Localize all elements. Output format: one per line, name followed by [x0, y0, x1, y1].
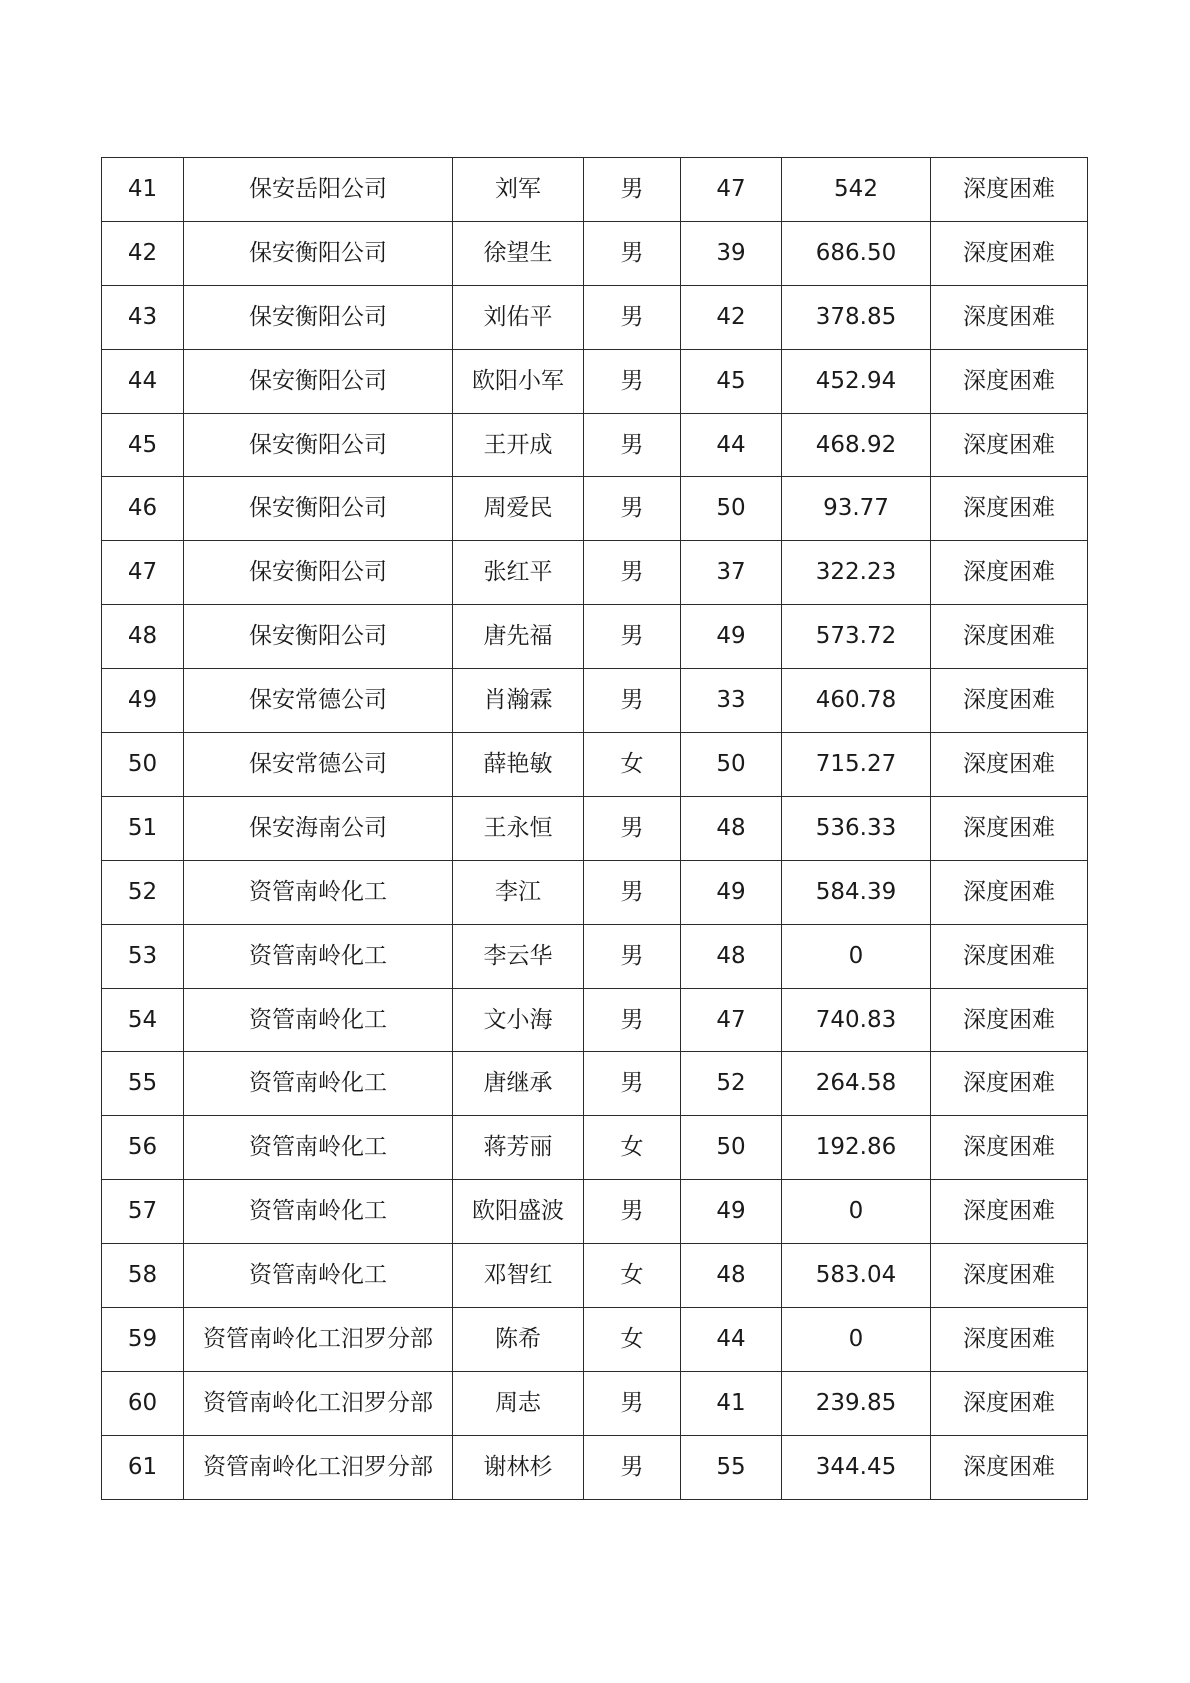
- table-row: [102, 733, 1088, 797]
- unit-cell: 资管南岭化工汨罗分部: [184, 1435, 453, 1499]
- row-number-cell: 47: [102, 541, 184, 605]
- table-row: [102, 541, 1088, 605]
- age-cell: 48: [681, 924, 782, 988]
- table-row: [102, 1180, 1088, 1244]
- gender-cell: 男: [584, 605, 681, 669]
- gender-cell: 女: [584, 1116, 681, 1180]
- gender-cell: 男: [584, 924, 681, 988]
- income-cell: 740.83: [782, 988, 931, 1052]
- age-cell: 45: [681, 349, 782, 413]
- table-row: [102, 285, 1088, 349]
- gender-cell: 男: [584, 1052, 681, 1116]
- income-cell: 460.78: [782, 669, 931, 733]
- age-cell: 50: [681, 733, 782, 797]
- person-name-cell: 唐继承: [453, 1052, 584, 1116]
- row-number-cell: 41: [102, 158, 184, 222]
- gender-cell: 男: [584, 860, 681, 924]
- row-number-cell: 43: [102, 285, 184, 349]
- hardship-level-cell: 深度困难: [931, 988, 1088, 1052]
- table-row: [102, 349, 1088, 413]
- person-name-cell: 徐望生: [453, 221, 584, 285]
- age-cell: 47: [681, 158, 782, 222]
- unit-cell: 资管南岭化工: [184, 1180, 453, 1244]
- person-name-cell: 欧阳盛波: [453, 1180, 584, 1244]
- table-row: [102, 1435, 1088, 1499]
- income-cell: 0: [782, 924, 931, 988]
- income-cell: 378.85: [782, 285, 931, 349]
- row-number-cell: 52: [102, 860, 184, 924]
- gender-cell: 男: [584, 477, 681, 541]
- age-cell: 44: [681, 413, 782, 477]
- person-name-cell: 谢林杉: [453, 1435, 584, 1499]
- income-cell: 686.50: [782, 221, 931, 285]
- unit-cell: 保安常德公司: [184, 669, 453, 733]
- hardship-level-cell: 深度困难: [931, 221, 1088, 285]
- unit-cell: 资管南岭化工: [184, 988, 453, 1052]
- person-name-cell: 周爱民: [453, 477, 584, 541]
- age-cell: 39: [681, 221, 782, 285]
- age-cell: 49: [681, 605, 782, 669]
- age-cell: 37: [681, 541, 782, 605]
- person-name-cell: 王开成: [453, 413, 584, 477]
- row-number-cell: 60: [102, 1371, 184, 1435]
- person-name-cell: 李江: [453, 860, 584, 924]
- gender-cell: 男: [584, 669, 681, 733]
- hardship-level-cell: 深度困难: [931, 1308, 1088, 1372]
- person-name-cell: 薛艳敏: [453, 733, 584, 797]
- income-cell: 452.94: [782, 349, 931, 413]
- person-name-cell: 周志: [453, 1371, 584, 1435]
- age-cell: 50: [681, 477, 782, 541]
- hardship-level-cell: 深度困难: [931, 413, 1088, 477]
- hardship-level-cell: 深度困难: [931, 796, 1088, 860]
- income-cell: 583.04: [782, 1244, 931, 1308]
- table-body: [102, 158, 1088, 1500]
- hardship-level-cell: 深度困难: [931, 158, 1088, 222]
- row-number-cell: 61: [102, 1435, 184, 1499]
- unit-cell: 保安海南公司: [184, 796, 453, 860]
- hardship-level-cell: 深度困难: [931, 1435, 1088, 1499]
- table-row: [102, 988, 1088, 1052]
- hardship-level-cell: 深度困难: [931, 1371, 1088, 1435]
- unit-cell: 资管南岭化工汨罗分部: [184, 1308, 453, 1372]
- unit-cell: 资管南岭化工: [184, 924, 453, 988]
- hardship-roster-table: [101, 157, 1088, 1500]
- income-cell: 542: [782, 158, 931, 222]
- gender-cell: 女: [584, 733, 681, 797]
- row-number-cell: 50: [102, 733, 184, 797]
- age-cell: 41: [681, 1371, 782, 1435]
- table-row: [102, 860, 1088, 924]
- unit-cell: 保安常德公司: [184, 733, 453, 797]
- row-number-cell: 49: [102, 669, 184, 733]
- person-name-cell: 唐先福: [453, 605, 584, 669]
- age-cell: 55: [681, 1435, 782, 1499]
- gender-cell: 男: [584, 349, 681, 413]
- unit-cell: 资管南岭化工: [184, 860, 453, 924]
- income-cell: 468.92: [782, 413, 931, 477]
- age-cell: 47: [681, 988, 782, 1052]
- table-row: [102, 413, 1088, 477]
- unit-cell: 保安衡阳公司: [184, 349, 453, 413]
- income-cell: 536.33: [782, 796, 931, 860]
- gender-cell: 男: [584, 1180, 681, 1244]
- person-name-cell: 文小海: [453, 988, 584, 1052]
- unit-cell: 保安衡阳公司: [184, 413, 453, 477]
- row-number-cell: 46: [102, 477, 184, 541]
- row-number-cell: 59: [102, 1308, 184, 1372]
- income-cell: 93.77: [782, 477, 931, 541]
- gender-cell: 女: [584, 1244, 681, 1308]
- row-number-cell: 48: [102, 605, 184, 669]
- hardship-level-cell: 深度困难: [931, 1180, 1088, 1244]
- age-cell: 33: [681, 669, 782, 733]
- person-name-cell: 李云华: [453, 924, 584, 988]
- unit-cell: 保安岳阳公司: [184, 158, 453, 222]
- unit-cell: 保安衡阳公司: [184, 477, 453, 541]
- table-row: [102, 924, 1088, 988]
- unit-cell: 保安衡阳公司: [184, 541, 453, 605]
- income-cell: 0: [782, 1308, 931, 1372]
- person-name-cell: 欧阳小军: [453, 349, 584, 413]
- unit-cell: 保安衡阳公司: [184, 285, 453, 349]
- hardship-level-cell: 深度困难: [931, 860, 1088, 924]
- hardship-level-cell: 深度困难: [931, 541, 1088, 605]
- gender-cell: 男: [584, 1435, 681, 1499]
- gender-cell: 男: [584, 988, 681, 1052]
- hardship-level-cell: 深度困难: [931, 605, 1088, 669]
- income-cell: 322.23: [782, 541, 931, 605]
- person-name-cell: 刘佑平: [453, 285, 584, 349]
- age-cell: 49: [681, 1180, 782, 1244]
- table-row: [102, 796, 1088, 860]
- table-row: [102, 605, 1088, 669]
- income-cell: 192.86: [782, 1116, 931, 1180]
- hardship-level-cell: 深度困难: [931, 669, 1088, 733]
- income-cell: 344.45: [782, 1435, 931, 1499]
- unit-cell: 资管南岭化工: [184, 1116, 453, 1180]
- income-cell: 264.58: [782, 1052, 931, 1116]
- income-cell: 573.72: [782, 605, 931, 669]
- table-row: [102, 1308, 1088, 1372]
- person-name-cell: 蒋芳丽: [453, 1116, 584, 1180]
- unit-cell: 资管南岭化工: [184, 1244, 453, 1308]
- gender-cell: 男: [584, 285, 681, 349]
- hardship-level-cell: 深度困难: [931, 1052, 1088, 1116]
- person-name-cell: 邓智红: [453, 1244, 584, 1308]
- person-name-cell: 肖瀚霖: [453, 669, 584, 733]
- row-number-cell: 51: [102, 796, 184, 860]
- income-cell: 715.27: [782, 733, 931, 797]
- gender-cell: 女: [584, 1308, 681, 1372]
- income-cell: 0: [782, 1180, 931, 1244]
- age-cell: 52: [681, 1052, 782, 1116]
- hardship-level-cell: 深度困难: [931, 285, 1088, 349]
- gender-cell: 男: [584, 541, 681, 605]
- hardship-level-cell: 深度困难: [931, 349, 1088, 413]
- gender-cell: 男: [584, 1371, 681, 1435]
- table-row: [102, 477, 1088, 541]
- person-name-cell: 张红平: [453, 541, 584, 605]
- row-number-cell: 57: [102, 1180, 184, 1244]
- row-number-cell: 55: [102, 1052, 184, 1116]
- age-cell: 42: [681, 285, 782, 349]
- row-number-cell: 45: [102, 413, 184, 477]
- table-row: [102, 221, 1088, 285]
- hardship-level-cell: 深度困难: [931, 1116, 1088, 1180]
- hardship-level-cell: 深度困难: [931, 1244, 1088, 1308]
- table-row: [102, 1116, 1088, 1180]
- person-name-cell: 王永恒: [453, 796, 584, 860]
- age-cell: 48: [681, 1244, 782, 1308]
- table-row: [102, 669, 1088, 733]
- row-number-cell: 53: [102, 924, 184, 988]
- age-cell: 50: [681, 1116, 782, 1180]
- row-number-cell: 54: [102, 988, 184, 1052]
- person-name-cell: 陈希: [453, 1308, 584, 1372]
- row-number-cell: 56: [102, 1116, 184, 1180]
- table-row: [102, 158, 1088, 222]
- gender-cell: 男: [584, 221, 681, 285]
- gender-cell: 男: [584, 158, 681, 222]
- age-cell: 48: [681, 796, 782, 860]
- person-name-cell: 刘军: [453, 158, 584, 222]
- age-cell: 49: [681, 860, 782, 924]
- hardship-level-cell: 深度困难: [931, 924, 1088, 988]
- unit-cell: 资管南岭化工汨罗分部: [184, 1371, 453, 1435]
- income-cell: 584.39: [782, 860, 931, 924]
- gender-cell: 男: [584, 796, 681, 860]
- age-cell: 44: [681, 1308, 782, 1372]
- table-row: [102, 1052, 1088, 1116]
- hardship-level-cell: 深度困难: [931, 733, 1088, 797]
- unit-cell: 保安衡阳公司: [184, 605, 453, 669]
- unit-cell: 保安衡阳公司: [184, 221, 453, 285]
- hardship-level-cell: 深度困难: [931, 477, 1088, 541]
- income-cell: 239.85: [782, 1371, 931, 1435]
- row-number-cell: 44: [102, 349, 184, 413]
- table-row: [102, 1244, 1088, 1308]
- row-number-cell: 42: [102, 221, 184, 285]
- row-number-cell: 58: [102, 1244, 184, 1308]
- table-row: [102, 1371, 1088, 1435]
- unit-cell: 资管南岭化工: [184, 1052, 453, 1116]
- gender-cell: 男: [584, 413, 681, 477]
